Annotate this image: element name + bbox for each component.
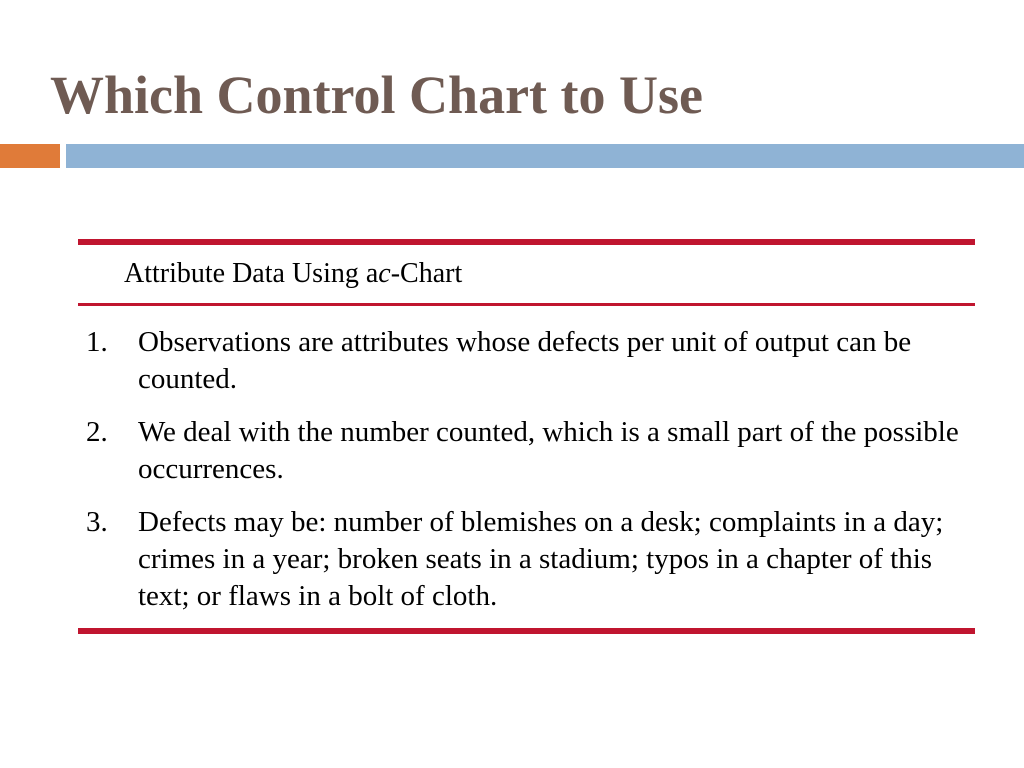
box-heading bbox=[78, 245, 975, 303]
criteria-list bbox=[78, 306, 975, 615]
list-item bbox=[78, 324, 975, 398]
list-item-text: Defects may be: number of blemishes on a desk; complaints in a day; crimes in a year; broken seats in a stadium; typos in a chapter of this text; or flaws in a bolt of cloth. bbox=[138, 506, 944, 612]
c-chart-box bbox=[78, 239, 975, 634]
list-item bbox=[78, 504, 975, 615]
list-item-number: 2. bbox=[86, 416, 108, 448]
box-heading-prefix: Attribute Data Using a bbox=[124, 258, 379, 289]
box-heading-suffix: -Chart bbox=[390, 258, 463, 289]
slide-title: Which Control Chart to Use bbox=[50, 65, 703, 125]
list-item-text: We deal with the number counted, which is a small part of the possible occurrences. bbox=[138, 416, 959, 485]
title-accent-bar-orange bbox=[0, 144, 60, 168]
list-item-text: Observations are attributes whose defects per unit of output can be counted. bbox=[138, 326, 912, 395]
box-heading-italic-c: c bbox=[378, 258, 391, 289]
list-item-number: 3. bbox=[86, 506, 108, 538]
list-item bbox=[78, 414, 975, 488]
box-bottom-rule bbox=[78, 628, 975, 634]
list-item-number: 1. bbox=[86, 326, 108, 358]
title-accent-bar-blue bbox=[66, 144, 1024, 168]
